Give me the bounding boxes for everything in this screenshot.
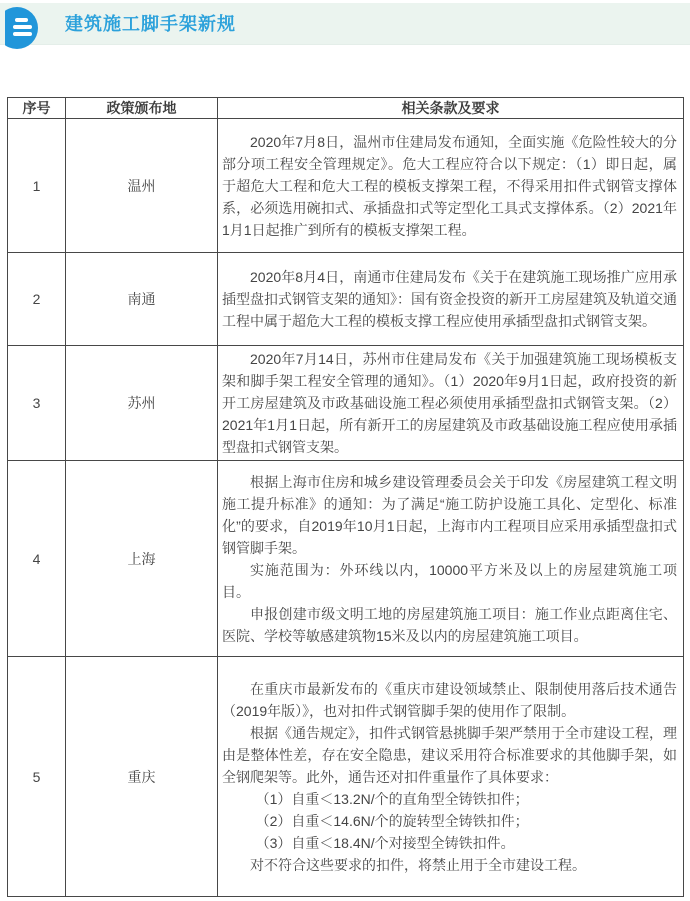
title-bar	[0, 3, 690, 45]
row-index-cell: 4	[8, 461, 66, 657]
clause-item: （2）自重＜14.6N/个的旋转型全铸铁扣件；	[255, 812, 529, 829]
clause-paragraph: 2020年8月4日，南通市住建局发布《关于在建筑施工现场推广应用承插型盘扣式钢管支架的通知》：国有资金投资的新开工房屋建筑及轨道交通工程中属于超危大工程的模板支撑工程应使用承插型盘扣式钢管支架。	[222, 269, 677, 329]
list-menu-icon-bar	[13, 25, 32, 29]
table-row	[8, 657, 684, 897]
table-row	[8, 346, 684, 461]
clause-paragraph: 对不符合这些要求的扣件，将禁止用于全市建设工程。	[250, 856, 586, 873]
table-row	[8, 461, 684, 657]
row-city-cell: 重庆	[66, 657, 218, 897]
row-requirements-cell	[218, 657, 684, 897]
row-requirements-cell	[218, 346, 684, 461]
table-row	[8, 119, 684, 253]
clause-item: （3）自重＜18.4N/个对接型全铸铁扣件。	[255, 834, 515, 851]
clause-paragraph: 在重庆市最新发布的《重庆市建设领域禁止、限制使用落后技术通告（2019年版）》，也对扣件式钢管脚手架的使用作了限制。	[222, 680, 677, 719]
list-menu-icon	[5, 7, 39, 49]
clause-paragraph: 2020年7月8日，温州市住建局发布通知，全面实施《危险性较大的分部分项工程安全管理规定》。危大工程应符合以下规定：（1）即日起，属于超危大工程和危大工程的模板支撑架工程，不得采用扣件式钢管支撑体系，必须选用碗扣式、承插盘扣式等定型化工具式支撑体系。（2）2021年1月1日起推广到所有的模板支撑架工程。	[222, 133, 677, 238]
clause-paragraph: 实施范围为：外环线以内，10000平方米及以上的房屋建筑施工项目。	[222, 561, 677, 600]
row-index-cell: 3	[8, 346, 66, 461]
row-city-cell: 南通	[66, 253, 218, 346]
row-requirements-cell	[218, 119, 684, 253]
table-header-row	[8, 98, 684, 119]
list-menu-icon-bar	[15, 18, 28, 22]
row-requirements-cell	[218, 253, 684, 346]
row-index-cell: 2	[8, 253, 66, 346]
table-body	[8, 119, 684, 897]
row-city-cell: 温州	[66, 119, 218, 253]
clause-paragraph: 根据《通告规定》，扣件式钢管悬挑脚手架严禁用于全市建设工程，理由是整体性差，存在安全隐患，建议采用符合标准要求的其他脚手架，如全钢爬架等。此外，通告还对扣件重量作了具体要求：	[222, 724, 677, 785]
list-menu-icon-bar	[13, 32, 32, 36]
clause-paragraph: 2020年7月14日，苏州市住建局发布《关于加强建筑施工现场模板支架和脚手架工程安全管理的通知》。（1）2020年9月1日起，政府投资的新开工房屋建筑及市政基础设施工程必须使用承插型盘扣式钢管支架。（2）2021年1月1日起，所有新开工的房屋建筑及市政基础设施工程应使用承插型盘扣式钢管支架。	[222, 351, 677, 455]
table-row	[8, 253, 684, 346]
row-index-cell: 5	[8, 657, 66, 897]
clause-paragraph: 申报创建市级文明工地的房屋建筑施工项目：施工作业点距离住宅、医院、学校等敏感建筑物15米及以内的房屋建筑施工项目。	[222, 605, 677, 644]
row-city-cell: 苏州	[66, 346, 218, 461]
row-requirements-cell	[218, 461, 684, 657]
clause-paragraph: 根据上海市住房和城乡建设管理委员会关于印发《房屋建筑工程文明施工提升标准》的通知：为了满足“施工防护设施工具化、定型化、标准化”的要求，自2019年10月1日起，上海市内工程项目应采用承插型盘扣式钢管脚手架。	[222, 473, 677, 556]
row-index-cell: 1	[8, 119, 66, 253]
column-header-city: 政策颁布地	[66, 98, 218, 119]
row-city-cell: 上海	[66, 461, 218, 657]
policy-table	[7, 97, 684, 897]
column-header-requirements: 相关条款及要求	[218, 98, 684, 119]
page-title: 建筑施工脚手架新规	[65, 14, 236, 34]
column-header-index: 序号	[8, 98, 66, 119]
clause-item: （1）自重＜13.2N/个的直角型全铸铁扣件；	[255, 790, 529, 807]
